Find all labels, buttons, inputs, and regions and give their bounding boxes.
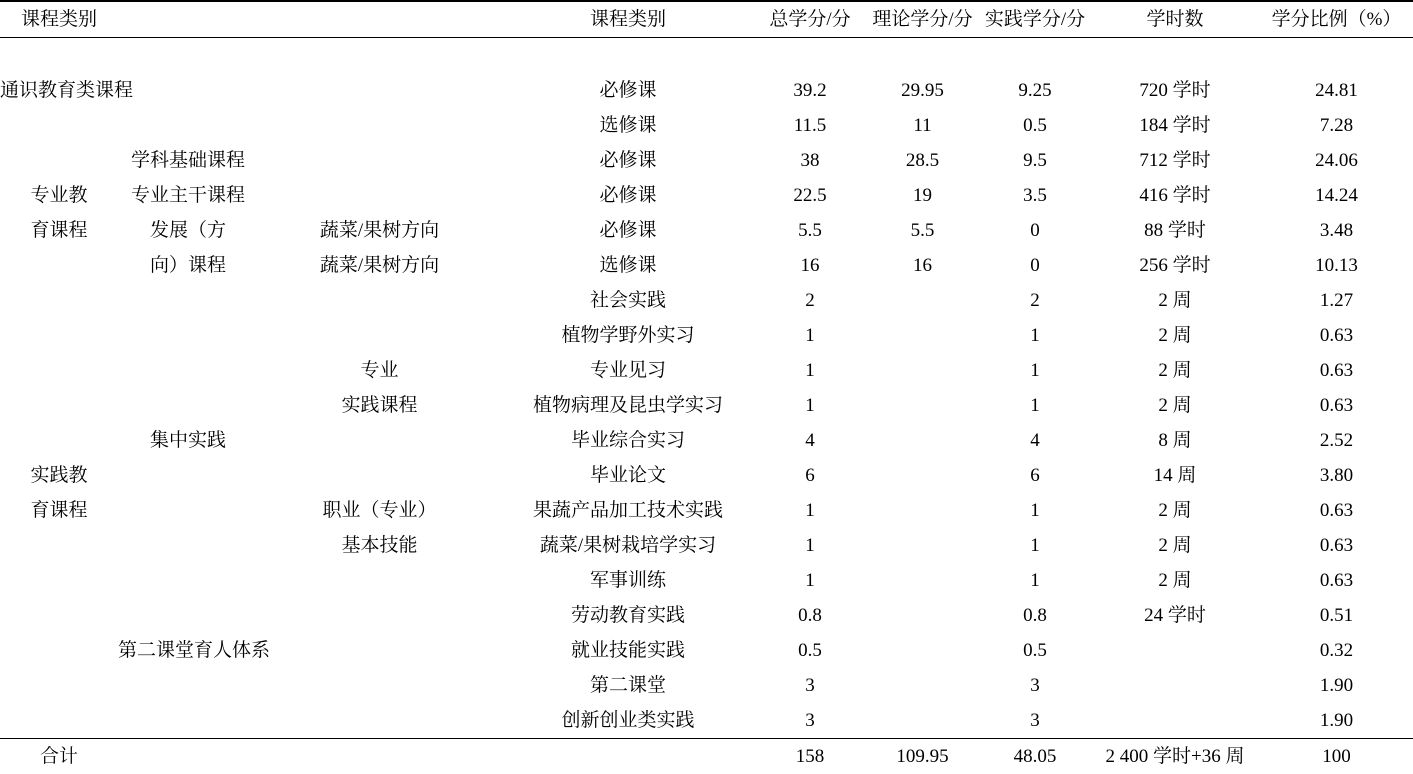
row-practice-credits: 1 — [1030, 359, 1040, 381]
total-row-class-hours: 2 400 学时+36 周 — [1105, 745, 1245, 767]
row-credit-ratio: 24.81 — [1315, 79, 1358, 101]
row-category-1 — [0, 633, 118, 668]
row-total-credits: 0.8 — [798, 604, 822, 626]
row-credit-ratio: 7.28 — [1319, 114, 1354, 136]
row-practice-credits: 2 — [1030, 289, 1040, 311]
row-category-1 — [0, 598, 118, 633]
row-theory-credits — [865, 458, 980, 493]
row-class-hours — [1090, 668, 1260, 703]
row-credit-ratio: 0.32 — [1319, 639, 1354, 661]
row-practice-credits: 4 — [1030, 429, 1040, 451]
row-category-2 — [118, 668, 258, 703]
row-practice-credits: 1 — [1030, 569, 1040, 591]
row-theory-credits: 11 — [913, 114, 932, 136]
row-credit-ratio: 1.27 — [1319, 289, 1354, 311]
row-credit-ratio: 0.63 — [1319, 324, 1354, 346]
row-class-hours: 14 周 — [1153, 464, 1197, 486]
row-category-3 — [258, 563, 501, 598]
total-row-blank-2 — [258, 739, 501, 774]
row-total-credits: 0.5 — [798, 639, 822, 661]
row-theory-credits — [865, 318, 980, 353]
row-category-1: 实践教 — [30, 464, 88, 486]
row-credit-ratio: 0.63 — [1319, 359, 1354, 381]
table-row — [0, 458, 1413, 493]
row-course-type: 植物学野外实习 — [561, 324, 695, 346]
row-category-3: 实践课程 — [341, 394, 418, 416]
row-theory-credits — [865, 528, 980, 563]
row-credit-ratio: 0.63 — [1319, 569, 1354, 591]
row-course-type: 必修课 — [599, 149, 657, 171]
row-course-type: 第二课堂 — [589, 674, 666, 696]
row-category-2 — [118, 563, 258, 598]
row-practice-credits: 9.5 — [1023, 149, 1047, 171]
row-category-2 — [118, 598, 258, 633]
header-cell-class-hours: 学时数 — [1146, 8, 1204, 30]
row-total-credits: 1 — [805, 394, 815, 416]
row-course-type: 专业见习 — [589, 359, 666, 381]
row-theory-credits — [865, 668, 980, 703]
row-credit-ratio: 0.51 — [1319, 604, 1354, 626]
row-class-hours: 2 周 — [1158, 359, 1192, 381]
row-total-credits: 1 — [805, 534, 815, 556]
header-cell-credit-ratio: 学分比例（%） — [1271, 8, 1402, 30]
row-class-hours: 416 学时 — [1139, 184, 1211, 206]
table-row — [0, 598, 1413, 633]
row-category-2 — [118, 283, 258, 318]
table-header-row — [0, 1, 1413, 38]
row-practice-credits: 3 — [1030, 709, 1040, 731]
row-total-credits: 6 — [805, 464, 815, 486]
row-course-type: 军事训练 — [589, 569, 666, 591]
row-category-3: 蔬菜/果树方向 — [319, 219, 440, 241]
row-total-credits: 3 — [805, 674, 815, 696]
row-theory-credits — [865, 633, 980, 668]
row-category-1 — [0, 423, 118, 458]
row-class-hours: 720 学时 — [1139, 79, 1211, 101]
row-category-2: 学科基础课程 — [130, 149, 245, 171]
row-category-2 — [118, 388, 258, 423]
table-row — [0, 318, 1413, 353]
row-total-credits: 16 — [800, 254, 820, 276]
row-practice-credits: 3.5 — [1023, 184, 1047, 206]
table-row — [0, 353, 1413, 388]
row-category-3: 专业 — [360, 359, 399, 381]
row-category-3 — [258, 73, 501, 108]
header-cell-total-credits: 总学分/分 — [769, 8, 851, 30]
row-category-2: 第二课堂育人体系 — [118, 639, 271, 661]
row-total-credits: 1 — [805, 324, 815, 346]
row-category-2 — [118, 318, 258, 353]
row-category-2 — [118, 493, 258, 528]
row-course-type: 必修课 — [599, 184, 657, 206]
row-category-2 — [118, 528, 258, 563]
row-category-2 — [118, 703, 258, 739]
row-practice-credits: 1 — [1030, 534, 1040, 556]
row-theory-credits — [865, 283, 980, 318]
header-cell-blank-1 — [118, 1, 258, 38]
row-theory-credits: 19 — [913, 184, 932, 206]
row-theory-credits — [865, 353, 980, 388]
table-row — [0, 178, 1413, 213]
header-gap-row — [0, 38, 1413, 74]
row-practice-credits: 3 — [1030, 674, 1040, 696]
row-category-1 — [0, 668, 118, 703]
row-class-hours: 2 周 — [1158, 324, 1192, 346]
row-course-type: 就业技能实践 — [570, 639, 685, 661]
row-credit-ratio: 0.63 — [1319, 499, 1354, 521]
row-theory-credits: 29.95 — [901, 79, 944, 101]
row-course-type: 毕业论文 — [589, 464, 666, 486]
table-row — [0, 528, 1413, 563]
row-total-credits: 1 — [805, 359, 815, 381]
header-cell-practice-credits: 实践学分/分 — [984, 8, 1086, 30]
total-row-theory-credits: 109.95 — [896, 745, 949, 767]
table-row — [0, 388, 1413, 423]
row-course-type: 社会实践 — [589, 289, 666, 311]
row-course-type: 选修课 — [599, 254, 657, 276]
row-class-hours: 2 周 — [1158, 289, 1192, 311]
row-category-2 — [118, 108, 258, 143]
table-row — [0, 213, 1413, 248]
row-course-type: 果蔬产品加工技术实践 — [532, 499, 723, 521]
row-practice-credits: 0.8 — [1023, 604, 1047, 626]
row-category-3 — [258, 668, 501, 703]
table-row — [0, 493, 1413, 528]
row-class-hours: 88 学时 — [1144, 219, 1206, 241]
header-cell-category-1: 课程类别 — [20, 8, 97, 30]
row-course-type: 必修课 — [599, 79, 657, 101]
header-cell-theory-credits: 理论学分/分 — [872, 8, 973, 30]
row-class-hours: 2 周 — [1158, 499, 1192, 521]
total-row-blank-3 — [501, 739, 755, 774]
header-gap-cell — [0, 38, 1413, 74]
table-row — [0, 283, 1413, 318]
total-row-total-credits: 158 — [795, 745, 825, 767]
total-row-practice-credits: 48.05 — [1013, 745, 1057, 767]
row-category-2 — [118, 458, 258, 493]
row-total-credits: 1 — [805, 499, 815, 521]
row-category-1 — [0, 353, 118, 388]
row-category-3 — [258, 598, 501, 633]
row-category-3 — [258, 108, 501, 143]
row-credit-ratio: 10.13 — [1315, 254, 1358, 276]
row-total-credits: 2 — [805, 289, 815, 311]
row-total-credits: 38 — [800, 149, 820, 171]
row-category-3: 职业（专业） — [322, 499, 437, 521]
row-category-1 — [0, 283, 118, 318]
row-course-type: 蔬菜/果树栽培学实习 — [539, 534, 717, 556]
row-category-2: 向）课程 — [149, 254, 226, 276]
row-credit-ratio: 0.63 — [1319, 534, 1354, 556]
row-credit-ratio: 1.90 — [1319, 709, 1354, 731]
row-category-3 — [258, 458, 501, 493]
row-theory-credits — [865, 388, 980, 423]
table-total-row — [0, 739, 1413, 774]
table-row — [0, 423, 1413, 458]
row-practice-credits: 1 — [1030, 499, 1040, 521]
row-category-2: 集中实践 — [149, 429, 226, 451]
row-class-hours: 712 学时 — [1139, 149, 1211, 171]
row-category-2 — [118, 353, 258, 388]
row-category-3 — [258, 423, 501, 458]
row-credit-ratio: 0.63 — [1319, 394, 1354, 416]
row-category-1: 通识教育类课程 — [0, 79, 134, 101]
row-category-1 — [0, 563, 118, 598]
row-course-type: 植物病理及昆虫学实习 — [532, 394, 723, 416]
row-total-credits: 11.5 — [793, 114, 827, 136]
row-category-3 — [258, 633, 501, 668]
row-total-credits: 39.2 — [793, 79, 827, 101]
row-credit-ratio: 3.80 — [1319, 464, 1354, 486]
row-class-hours — [1090, 703, 1260, 739]
row-category-1 — [0, 318, 118, 353]
row-class-hours: 24 学时 — [1144, 604, 1206, 626]
header-cell-category-2: 课程类别 — [589, 8, 666, 30]
header-cell-blank-2 — [258, 1, 501, 38]
row-theory-credits — [865, 493, 980, 528]
row-class-hours: 256 学时 — [1139, 254, 1211, 276]
row-theory-credits — [865, 563, 980, 598]
row-category-1 — [0, 108, 118, 143]
table-row — [0, 143, 1413, 178]
row-category-1 — [0, 143, 118, 178]
row-course-type: 创新创业类实践 — [561, 709, 695, 731]
row-total-credits: 4 — [805, 429, 815, 451]
row-practice-credits: 1 — [1030, 324, 1040, 346]
table-row — [0, 703, 1413, 739]
total-row-label: 合计 — [39, 745, 78, 767]
row-category-3 — [258, 143, 501, 178]
row-theory-credits — [865, 703, 980, 739]
row-category-1 — [0, 248, 118, 283]
row-category-1 — [0, 388, 118, 423]
table-row — [0, 563, 1413, 598]
row-theory-credits: 28.5 — [905, 149, 940, 171]
row-category-3 — [258, 178, 501, 213]
row-category-1 — [0, 703, 118, 739]
row-practice-credits: 6 — [1030, 464, 1040, 486]
table-row — [0, 248, 1413, 283]
row-practice-credits: 9.25 — [1018, 79, 1052, 101]
row-total-credits: 3 — [805, 709, 815, 731]
row-course-type: 必修课 — [599, 219, 657, 241]
table-row — [0, 108, 1413, 143]
row-class-hours: 184 学时 — [1139, 114, 1211, 136]
row-practice-credits: 0.5 — [1023, 114, 1047, 136]
row-theory-credits — [865, 598, 980, 633]
row-total-credits: 1 — [805, 569, 815, 591]
row-category-1 — [0, 528, 118, 563]
row-category-1: 育课程 — [30, 219, 88, 241]
table-row — [0, 668, 1413, 703]
row-category-3 — [258, 703, 501, 739]
table-row — [0, 73, 1413, 108]
row-practice-credits: 0 — [1030, 219, 1040, 241]
row-practice-credits: 1 — [1030, 394, 1040, 416]
row-credit-ratio: 2.52 — [1319, 429, 1354, 451]
row-category-2: 发展（方 — [149, 219, 226, 241]
row-credit-ratio: 14.24 — [1315, 184, 1358, 206]
row-category-2: 专业主干课程 — [130, 184, 245, 206]
table-row — [0, 633, 1413, 668]
row-class-hours: 2 周 — [1158, 394, 1192, 416]
row-credit-ratio: 24.06 — [1315, 149, 1358, 171]
row-course-type: 毕业综合实习 — [570, 429, 685, 451]
row-theory-credits: 16 — [913, 254, 932, 276]
row-total-credits: 22.5 — [793, 184, 827, 206]
row-class-hours: 2 周 — [1158, 534, 1192, 556]
row-theory-credits — [865, 423, 980, 458]
row-credit-ratio: 3.48 — [1319, 219, 1354, 241]
row-category-1: 育课程 — [30, 499, 88, 521]
total-row-blank-1 — [118, 739, 258, 774]
row-class-hours: 2 周 — [1158, 569, 1192, 591]
row-practice-credits: 0 — [1030, 254, 1040, 276]
row-credit-ratio: 1.90 — [1319, 674, 1354, 696]
row-course-type: 选修课 — [599, 114, 657, 136]
row-category-3: 基本技能 — [341, 534, 418, 556]
row-class-hours — [1090, 633, 1260, 668]
row-category-2 — [118, 73, 258, 108]
total-row-credit-ratio: 100 — [1322, 745, 1351, 767]
row-category-1: 专业教 — [30, 184, 88, 206]
row-theory-credits: 5.5 — [910, 219, 935, 241]
row-total-credits: 5.5 — [798, 219, 822, 241]
row-practice-credits: 0.5 — [1023, 639, 1047, 661]
row-course-type: 劳动教育实践 — [570, 604, 685, 626]
row-category-3: 蔬菜/果树方向 — [319, 254, 440, 276]
row-category-3 — [258, 283, 501, 318]
row-class-hours: 8 周 — [1158, 429, 1192, 451]
row-category-3 — [258, 318, 501, 353]
